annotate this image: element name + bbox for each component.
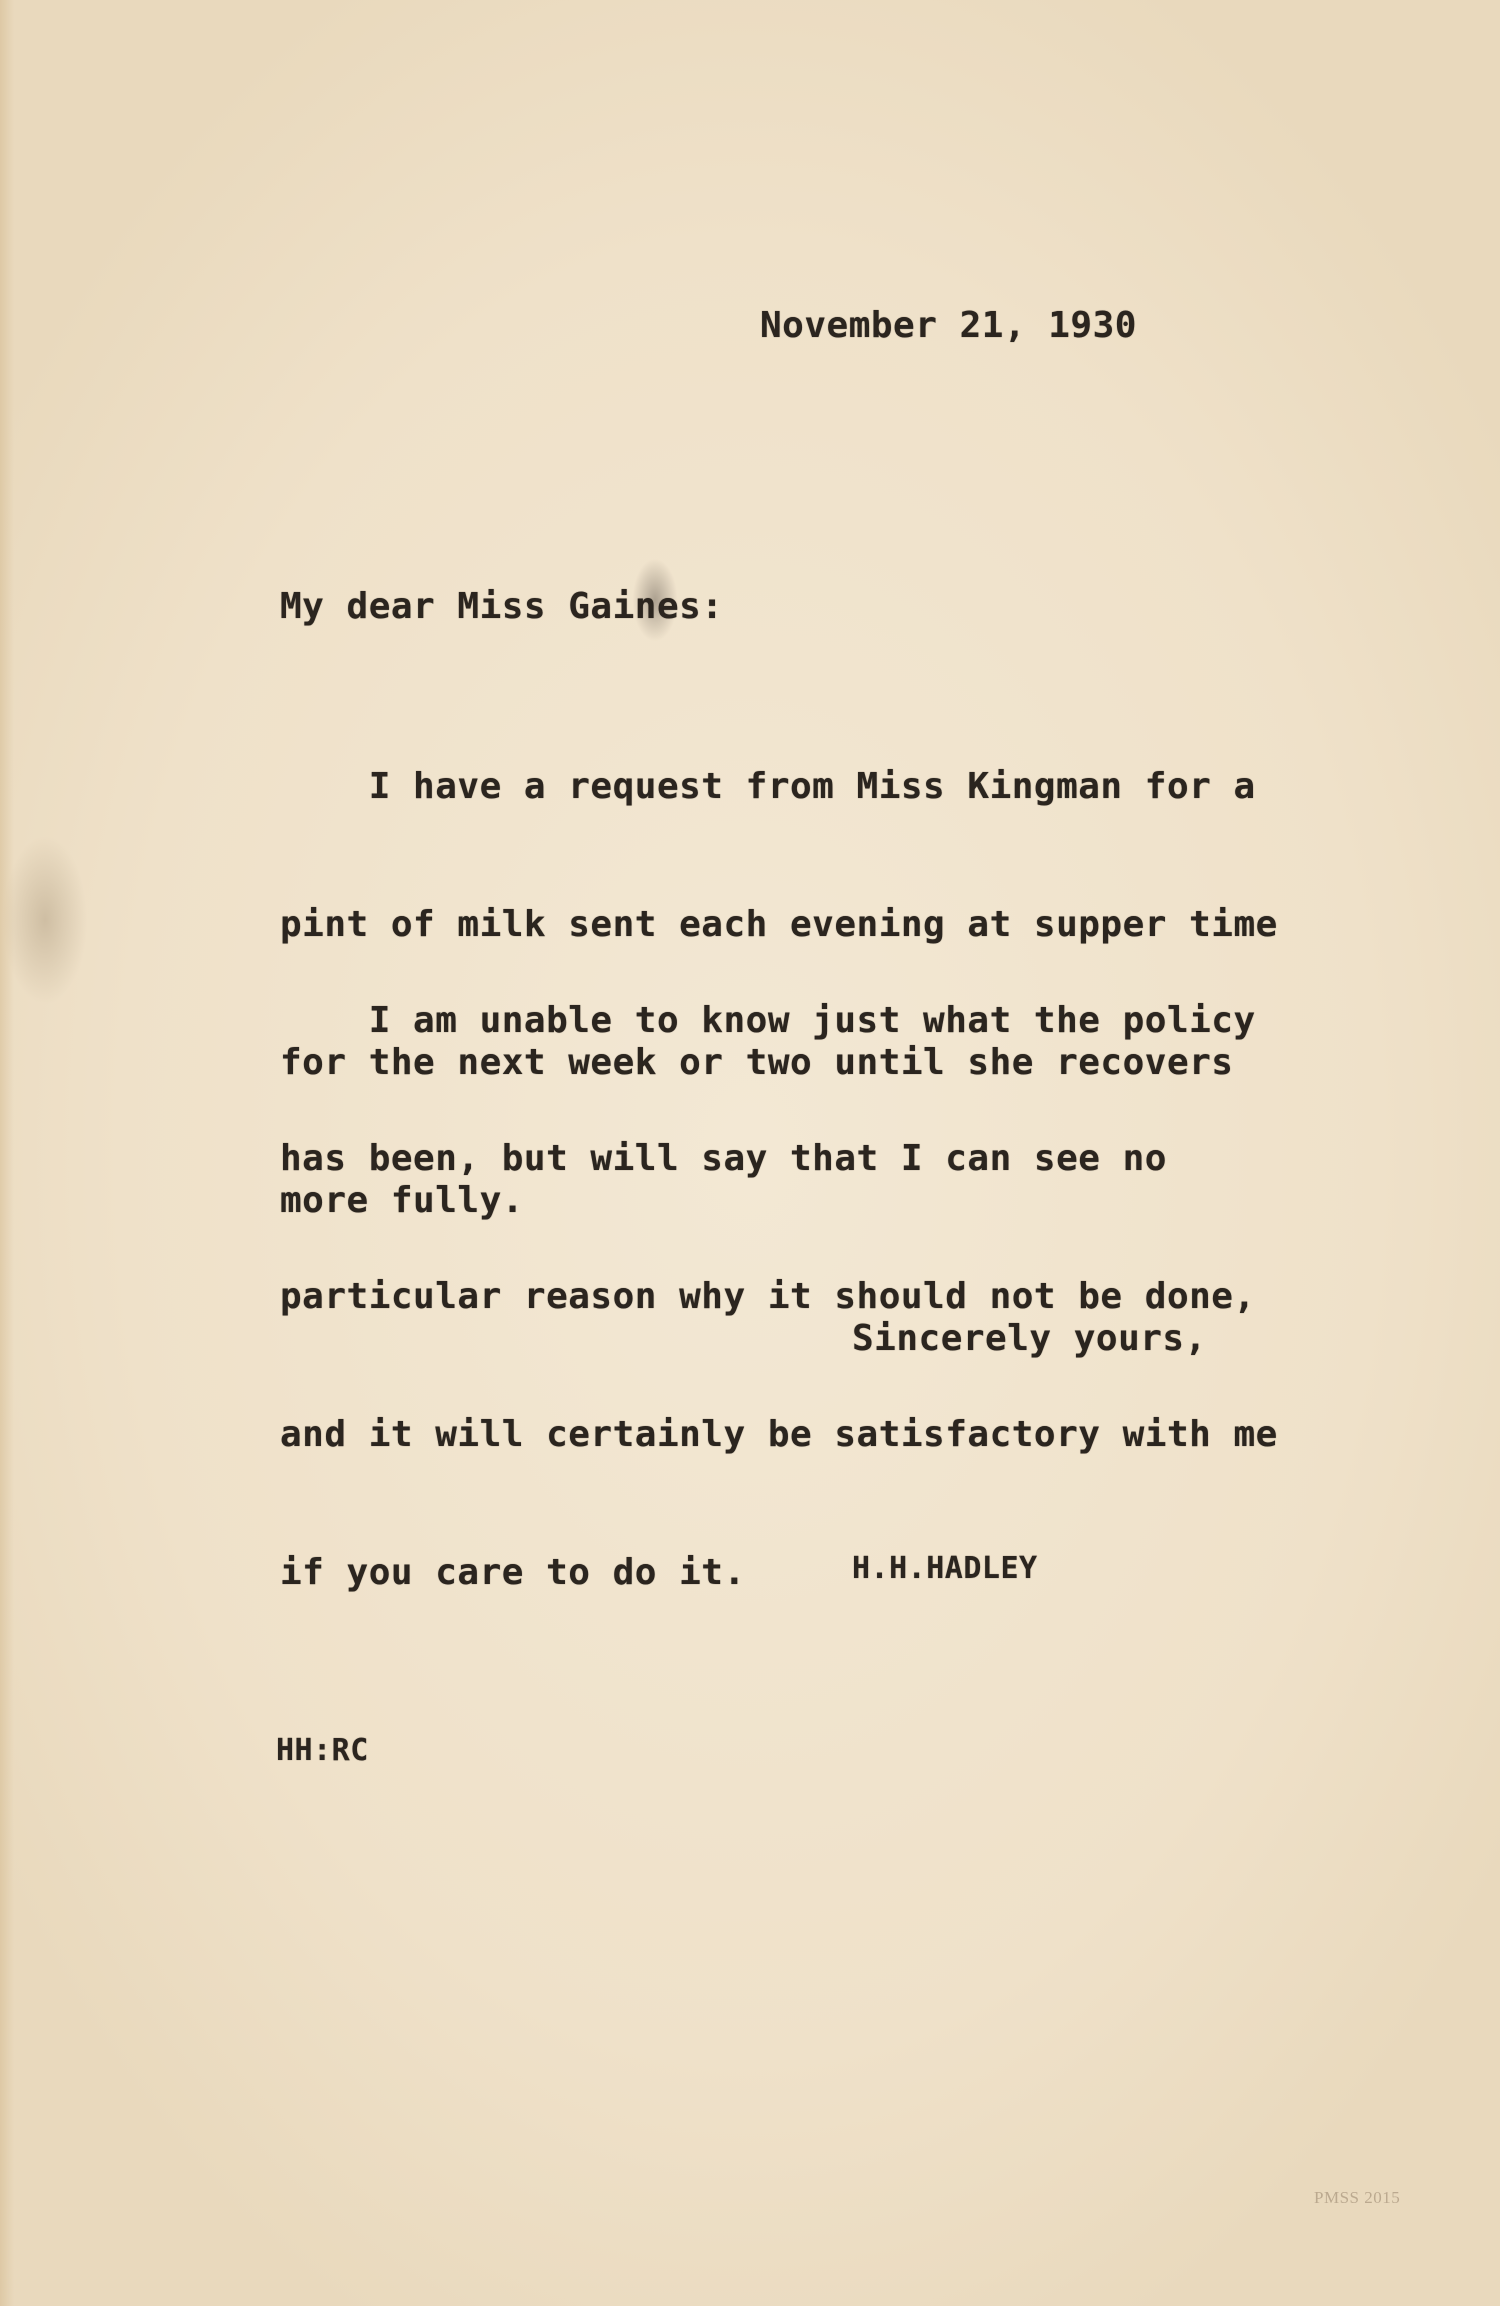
complimentary-close: Sincerely yours, xyxy=(852,1318,1207,1359)
paragraph-line: has been, but will say that I can see no xyxy=(280,1138,1167,1179)
reference-initials: HH:RC xyxy=(276,1733,369,1768)
body-paragraph-2 xyxy=(280,906,1278,1688)
paragraph-line: particular reason why it should not be done, xyxy=(280,1276,1256,1317)
paragraph-line: and it will certainly be satisfactory with me xyxy=(280,1414,1278,1455)
paragraph-line: for the next week or two until she recovers xyxy=(280,1042,1234,1083)
paragraph-line: more fully. xyxy=(280,1180,524,1221)
salutation: My dear Miss Gaines: xyxy=(280,586,724,627)
paragraph-line: I have a request from Miss Kingman for a xyxy=(280,766,1256,807)
letter-date: November 21, 1930 xyxy=(760,305,1137,346)
paragraph-line: pint of milk sent each evening at supper time xyxy=(280,904,1278,945)
archive-watermark: PMSS 2015 xyxy=(1314,2188,1401,2207)
paragraph-line: if you care to do it. xyxy=(280,1552,746,1593)
paragraph-line: I am unable to know just what the policy xyxy=(280,1000,1256,1041)
signature-block: H.H.HADLEY xyxy=(852,1551,1038,1586)
